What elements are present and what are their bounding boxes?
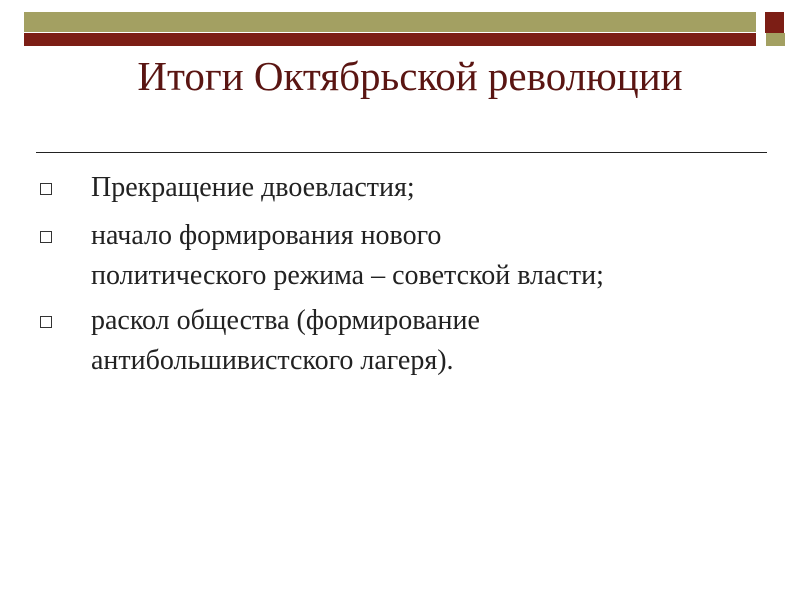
corner-square-olive	[766, 33, 785, 46]
slide-title: Итоги Октябрьской революции	[137, 53, 683, 99]
bullet-square-icon	[40, 231, 52, 243]
bullet-line: начало формирования нового	[91, 220, 442, 251]
bullet-line: политического режима – советской власти;	[91, 260, 604, 291]
header-bar-red	[24, 33, 756, 46]
title-divider	[36, 152, 767, 153]
bullet-item	[40, 301, 780, 381]
bullet-line: антибольшивистского лагеря).	[91, 345, 454, 376]
bullet-square-icon	[40, 183, 52, 195]
bullet-item	[40, 216, 780, 296]
bullet-text	[91, 216, 780, 296]
bullet-line: Прекращение двоевластия;	[91, 172, 415, 203]
corner-square-red	[765, 12, 784, 33]
bullet-line: раскол общества (формирование	[91, 305, 480, 336]
bullet-text	[91, 301, 780, 381]
bullet-text	[91, 168, 780, 208]
bullet-item	[40, 168, 780, 208]
bullet-list	[40, 168, 780, 386]
bullet-square-icon	[40, 316, 52, 328]
header-bar-olive	[24, 12, 756, 32]
